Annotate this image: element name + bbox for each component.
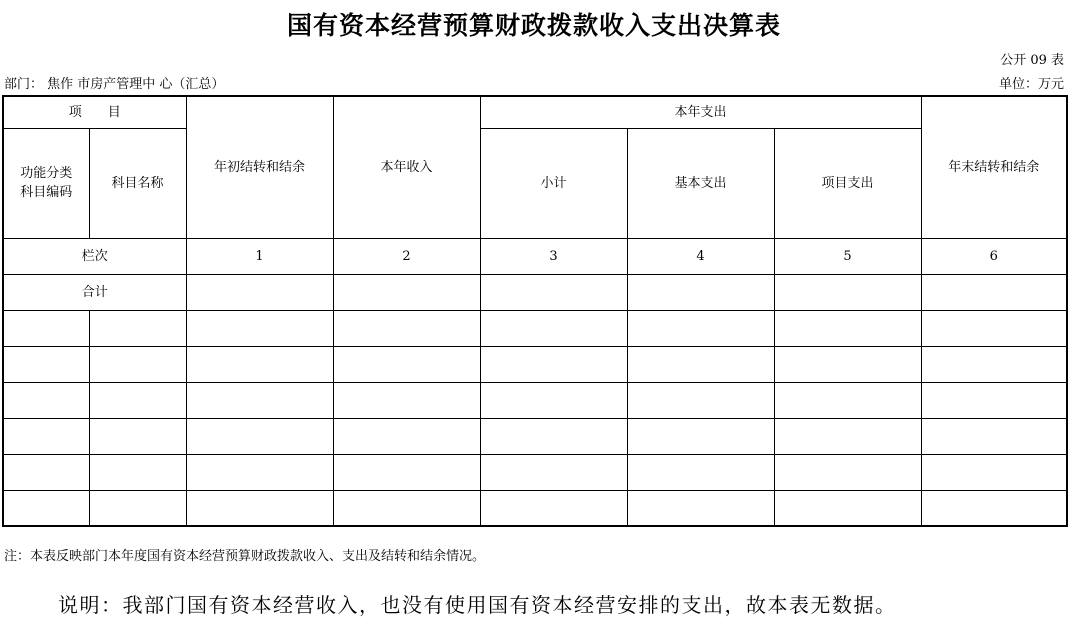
table-cell	[627, 346, 774, 382]
table-cell	[186, 346, 333, 382]
col-number: 1	[186, 238, 333, 274]
table-cell	[3, 454, 89, 490]
col-number: 6	[921, 238, 1067, 274]
table-cell	[774, 490, 921, 526]
table-cell	[627, 274, 774, 310]
header-end-balance: 年末结转和结余	[921, 96, 1067, 238]
header-income: 本年收入	[333, 96, 480, 238]
table-cell	[921, 454, 1067, 490]
table-cell	[186, 274, 333, 310]
table-cell	[627, 454, 774, 490]
table-cell	[333, 382, 480, 418]
table-cell	[774, 274, 921, 310]
table-row	[3, 418, 1067, 454]
table-cell	[774, 418, 921, 454]
table-cell	[186, 310, 333, 346]
table-cell	[333, 346, 480, 382]
table-cell	[480, 274, 627, 310]
table-cell	[774, 382, 921, 418]
table-cell	[480, 310, 627, 346]
table-cell	[333, 310, 480, 346]
table-cell	[89, 346, 186, 382]
table-row	[3, 490, 1067, 526]
table-cell	[333, 274, 480, 310]
budget-table	[2, 95, 1068, 527]
table-cell	[774, 310, 921, 346]
table-cell	[921, 274, 1067, 310]
header-project: 项目支出	[774, 128, 921, 238]
table-cell	[89, 490, 186, 526]
table-cell	[186, 490, 333, 526]
table-cell	[186, 382, 333, 418]
table-cell	[921, 382, 1067, 418]
header-begin-balance: 年初结转和结余	[186, 96, 333, 238]
unit-label: 单位：万元	[998, 77, 1064, 92]
row-index-label: 栏次	[3, 238, 186, 274]
table-cell	[186, 454, 333, 490]
col-number: 2	[333, 238, 480, 274]
table-cell	[480, 346, 627, 382]
table-cell	[3, 346, 89, 382]
table-cell	[627, 418, 774, 454]
table-cell	[89, 454, 186, 490]
table-row	[3, 346, 1067, 382]
table-cell	[627, 382, 774, 418]
table-cell	[89, 418, 186, 454]
row-total-label: 合计	[3, 274, 186, 310]
header-expense-group: 本年支出	[480, 96, 921, 128]
table-cell	[333, 490, 480, 526]
table-cell	[89, 382, 186, 418]
page-title: 国有资本经营预算财政拨款收入支出决算表	[286, 11, 781, 40]
table-cell	[3, 418, 89, 454]
table-cell	[3, 310, 89, 346]
table-cell	[774, 454, 921, 490]
table-cell	[921, 418, 1067, 454]
header-subject-name: 科目名称	[89, 128, 186, 238]
table-row	[3, 454, 1067, 490]
explanation-text: 说明：我部门国有资本经营收入，也没有使用国有资本经营安排的支出，故本表无数据。	[58, 593, 897, 617]
table-cell	[333, 418, 480, 454]
col-number: 4	[627, 238, 774, 274]
table-cell	[627, 490, 774, 526]
table-cell	[921, 490, 1067, 526]
table-cell	[921, 346, 1067, 382]
department-label: 部门： 焦作 市房产管理中 心（汇总）	[4, 77, 225, 92]
table-cell	[480, 454, 627, 490]
table-row	[3, 310, 1067, 346]
table-cell	[921, 310, 1067, 346]
table-cell	[333, 454, 480, 490]
table-note: 注：本表反映部门本年度国有资本经营预算财政拨款收入、支出及结转和结余情况。	[4, 549, 486, 564]
form-code: 公开 09 表	[1000, 53, 1064, 68]
table-cell	[3, 382, 89, 418]
header-subtotal: 小计	[480, 128, 627, 238]
table-cell	[186, 418, 333, 454]
table-cell	[89, 310, 186, 346]
col-number: 3	[480, 238, 627, 274]
header-func-code: 功能分类科目编码	[3, 128, 89, 238]
table-cell	[480, 418, 627, 454]
table-cell	[480, 382, 627, 418]
table-cell	[480, 490, 627, 526]
table-cell	[3, 490, 89, 526]
table-cell	[627, 310, 774, 346]
header-item: 项 目	[3, 96, 186, 128]
col-number: 5	[774, 238, 921, 274]
table-row	[3, 382, 1067, 418]
header-basic: 基本支出	[627, 128, 774, 238]
table-cell	[774, 346, 921, 382]
